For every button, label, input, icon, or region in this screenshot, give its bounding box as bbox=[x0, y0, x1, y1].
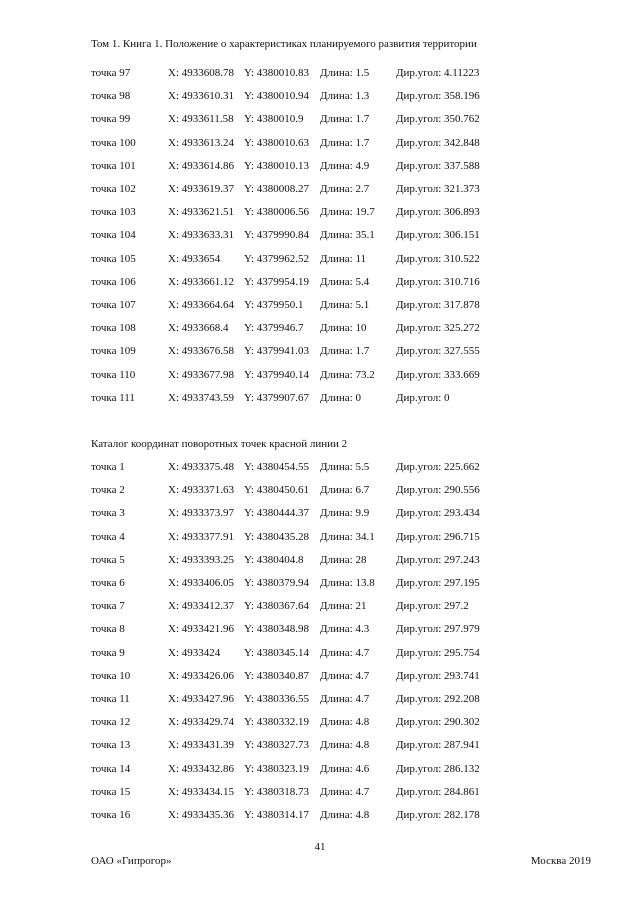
point-name: точка 100 bbox=[91, 136, 136, 149]
coordinate-row bbox=[0, 786, 640, 800]
y-coordinate: Y: 4380010.9 bbox=[244, 113, 304, 126]
segment-length: Длина: 19.7 bbox=[320, 206, 375, 219]
segment-length: Длина: 4.7 bbox=[320, 693, 370, 705]
coordinate-row bbox=[0, 623, 640, 637]
coordinate-row bbox=[0, 647, 640, 661]
x-coordinate: X: 4933431.39 bbox=[168, 739, 234, 752]
direction-angle: Дир.угол: 295.754 bbox=[396, 646, 480, 659]
coordinate-row bbox=[0, 531, 640, 545]
coordinate-row bbox=[0, 670, 640, 684]
segment-length: Длина: 6.7 bbox=[320, 484, 370, 497]
coordinate-row bbox=[0, 600, 640, 614]
x-coordinate: X: 4933668.4 bbox=[168, 322, 229, 335]
direction-angle: Дир.угол: 310.522 bbox=[396, 252, 480, 265]
point-name: точка 98 bbox=[91, 90, 131, 103]
direction-angle: Дир.угол: 290.302 bbox=[396, 716, 480, 729]
direction-angle: Дир.угол: 337.588 bbox=[396, 159, 480, 172]
segment-length: Длина: 4.6 bbox=[320, 762, 370, 775]
coordinate-row bbox=[0, 299, 640, 313]
x-coordinate: X: 4933654 bbox=[168, 252, 221, 265]
segment-length: Длина: 28 bbox=[320, 553, 367, 566]
x-coordinate: X: 4933427.96 bbox=[168, 693, 234, 705]
direction-angle: Дир.угол: 342.848 bbox=[396, 136, 480, 149]
coordinate-row bbox=[0, 276, 640, 290]
point-name: точка 99 bbox=[91, 113, 131, 126]
direction-angle: Дир.угол: 327.555 bbox=[396, 345, 480, 358]
x-coordinate: X: 4933435.36 bbox=[168, 809, 234, 821]
y-coordinate: Y: 4380010.13 bbox=[244, 159, 309, 172]
coordinate-row bbox=[0, 507, 640, 521]
coordinate-row bbox=[0, 345, 640, 359]
y-coordinate: Y: 4380435.28 bbox=[244, 530, 309, 543]
coordinate-row bbox=[0, 484, 640, 498]
x-coordinate: X: 4933677.98 bbox=[168, 368, 234, 381]
x-coordinate: X: 4933619.37 bbox=[168, 183, 234, 195]
y-coordinate: Y: 4380010.83 bbox=[244, 67, 309, 79]
x-coordinate: X: 4933661.12 bbox=[168, 275, 234, 288]
point-name: точка 106 bbox=[91, 275, 136, 288]
point-name: точка 11 bbox=[91, 693, 130, 705]
segment-length: Длина: 4.3 bbox=[320, 623, 370, 636]
direction-angle: Дир.угол: 297.243 bbox=[396, 553, 480, 566]
coordinate-row bbox=[0, 554, 640, 568]
footer-organization: ОАО «Гипрогор» bbox=[91, 855, 172, 867]
segment-length: Длина: 5.5 bbox=[320, 461, 370, 473]
point-name: точка 104 bbox=[91, 229, 136, 242]
x-coordinate: X: 4933743.59 bbox=[168, 391, 234, 404]
y-coordinate: Y: 4379954.19 bbox=[244, 275, 309, 288]
segment-length: Длина: 4.7 bbox=[320, 669, 370, 682]
direction-angle: Дир.угол: 296.715 bbox=[396, 530, 480, 543]
y-coordinate: Y: 4380340.87 bbox=[244, 669, 309, 682]
segment-length: Длина: 21 bbox=[320, 600, 367, 613]
direction-angle: Дир.угол: 282.178 bbox=[396, 809, 480, 821]
segment-length: Длина: 4.8 bbox=[320, 716, 370, 729]
point-name: точка 10 bbox=[91, 669, 131, 682]
segment-length: Длина: 34.1 bbox=[320, 530, 375, 543]
x-coordinate: X: 4933664.64 bbox=[168, 299, 234, 311]
y-coordinate: Y: 4380454.55 bbox=[244, 461, 309, 473]
point-name: точка 6 bbox=[91, 577, 125, 589]
segment-length: Длина: 9.9 bbox=[320, 507, 370, 520]
coordinate-row bbox=[0, 577, 640, 591]
direction-angle: Дир.угол: 306.151 bbox=[396, 229, 480, 242]
segment-length: Длина: 73.2 bbox=[320, 368, 375, 381]
direction-angle: Дир.угол: 297.195 bbox=[396, 577, 480, 589]
direction-angle: Дир.угол: 290.556 bbox=[396, 484, 480, 497]
y-coordinate: Y: 4380323.19 bbox=[244, 762, 309, 775]
y-coordinate: Y: 4379990.84 bbox=[244, 229, 309, 242]
direction-angle: Дир.угол: 321.373 bbox=[396, 183, 480, 195]
y-coordinate: Y: 4380008.27 bbox=[244, 183, 309, 195]
coordinate-row bbox=[0, 392, 640, 406]
direction-angle: Дир.угол: 358.196 bbox=[396, 90, 480, 103]
segment-length: Длина: 1.7 bbox=[320, 345, 370, 358]
x-coordinate: X: 4933611.58 bbox=[168, 113, 234, 126]
x-coordinate: X: 4933371.63 bbox=[168, 484, 234, 497]
x-coordinate: X: 4933406.05 bbox=[168, 577, 234, 589]
direction-angle: Дир.угол: 284.861 bbox=[396, 785, 480, 798]
y-coordinate: Y: 4380444.37 bbox=[244, 507, 309, 520]
x-coordinate: X: 4933375.48 bbox=[168, 461, 234, 473]
x-coordinate: X: 4933424 bbox=[168, 646, 221, 659]
direction-angle: Дир.угол: 0 bbox=[396, 391, 450, 404]
coordinate-row bbox=[0, 322, 640, 336]
segment-length: Длина: 5.1 bbox=[320, 299, 370, 311]
point-name: точка 105 bbox=[91, 252, 136, 265]
point-name: точка 13 bbox=[91, 739, 131, 752]
coordinate-row bbox=[0, 113, 640, 127]
y-coordinate: Y: 4379946.7 bbox=[244, 322, 304, 335]
y-coordinate: Y: 4380345.14 bbox=[244, 646, 309, 659]
y-coordinate: Y: 4379950.1 bbox=[244, 299, 304, 311]
y-coordinate: Y: 4379941.03 bbox=[244, 345, 309, 358]
y-coordinate: Y: 4380450.61 bbox=[244, 484, 309, 497]
direction-angle: Дир.угол: 293.434 bbox=[396, 507, 480, 520]
coordinate-row bbox=[0, 160, 640, 174]
coordinate-row bbox=[0, 67, 640, 81]
point-name: точка 3 bbox=[91, 507, 125, 520]
coordinate-row bbox=[0, 229, 640, 243]
segment-length: Длина: 0 bbox=[320, 391, 361, 404]
y-coordinate: Y: 4380332.19 bbox=[244, 716, 309, 729]
point-name: точка 110 bbox=[91, 368, 136, 381]
x-coordinate: X: 4933393.25 bbox=[168, 553, 234, 566]
point-name: точка 5 bbox=[91, 553, 125, 566]
segment-length: Длина: 13.8 bbox=[320, 577, 375, 589]
direction-angle: Дир.угол: 333.669 bbox=[396, 368, 480, 381]
direction-angle: Дир.угол: 287.941 bbox=[396, 739, 480, 752]
section-title-red-line-2: Каталог координат поворотных точек красной линии 2 bbox=[91, 438, 348, 450]
x-coordinate: X: 4933377.91 bbox=[168, 530, 234, 543]
x-coordinate: X: 4933421.96 bbox=[168, 623, 234, 636]
segment-length: Длина: 5.4 bbox=[320, 275, 370, 288]
point-name: точка 97 bbox=[91, 67, 131, 79]
direction-angle: Дир.угол: 325.272 bbox=[396, 322, 480, 335]
point-name: точка 15 bbox=[91, 785, 131, 798]
point-name: точка 7 bbox=[91, 600, 125, 613]
x-coordinate: X: 4933633.31 bbox=[168, 229, 234, 242]
footer-city-year: Москва 2019 bbox=[530, 855, 591, 867]
y-coordinate: Y: 4380006.56 bbox=[244, 206, 309, 219]
direction-angle: Дир.угол: 297.2 bbox=[396, 600, 469, 613]
point-name: точка 8 bbox=[91, 623, 125, 636]
y-coordinate: Y: 4379907.67 bbox=[244, 391, 309, 404]
coordinate-row bbox=[0, 206, 640, 220]
direction-angle: Дир.угол: 293.741 bbox=[396, 669, 480, 682]
y-coordinate: Y: 4380367.64 bbox=[244, 600, 309, 613]
x-coordinate: X: 4933432.86 bbox=[168, 762, 234, 775]
segment-length: Длина: 4.7 bbox=[320, 646, 370, 659]
coordinate-row bbox=[0, 369, 640, 383]
point-name: точка 16 bbox=[91, 809, 131, 821]
y-coordinate: Y: 4380010.63 bbox=[244, 136, 309, 149]
x-coordinate: X: 4933412.37 bbox=[168, 600, 234, 613]
point-name: точка 9 bbox=[91, 646, 125, 659]
x-coordinate: X: 4933373.97 bbox=[168, 507, 234, 520]
segment-length: Длина: 4.8 bbox=[320, 809, 370, 821]
direction-angle: Дир.угол: 292.208 bbox=[396, 693, 480, 705]
segment-length: Длина: 4.7 bbox=[320, 785, 370, 798]
segment-length: Длина: 35.1 bbox=[320, 229, 375, 242]
direction-angle: Дир.угол: 350.762 bbox=[396, 113, 480, 126]
y-coordinate: Y: 4380336.55 bbox=[244, 693, 309, 705]
direction-angle: Дир.угол: 310.716 bbox=[396, 275, 480, 288]
segment-length: Длина: 2.7 bbox=[320, 183, 370, 195]
point-name: точка 111 bbox=[91, 391, 135, 404]
coordinate-row bbox=[0, 809, 640, 823]
point-name: точка 103 bbox=[91, 206, 136, 219]
coordinate-row bbox=[0, 137, 640, 151]
segment-length: Длина: 1.7 bbox=[320, 113, 370, 126]
y-coordinate: Y: 4379940.14 bbox=[244, 368, 309, 381]
x-coordinate: X: 4933614.86 bbox=[168, 159, 234, 172]
coordinate-row bbox=[0, 716, 640, 730]
y-coordinate: Y: 4380379.94 bbox=[244, 577, 309, 589]
point-name: точка 4 bbox=[91, 530, 125, 543]
segment-length: Длина: 10 bbox=[320, 322, 367, 335]
direction-angle: Дир.угол: 286.132 bbox=[396, 762, 480, 775]
page-number: 41 bbox=[314, 841, 326, 853]
x-coordinate: X: 4933621.51 bbox=[168, 206, 234, 219]
segment-length: Длина: 1.3 bbox=[320, 90, 370, 103]
x-coordinate: X: 4933608.78 bbox=[168, 67, 234, 79]
direction-angle: Дир.угол: 225.662 bbox=[396, 461, 480, 473]
segment-length: Длина: 1.7 bbox=[320, 136, 370, 149]
point-name: точка 101 bbox=[91, 159, 136, 172]
direction-angle: Дир.угол: 306.893 bbox=[396, 206, 480, 219]
point-name: точка 108 bbox=[91, 322, 136, 335]
y-coordinate: Y: 4379962.52 bbox=[244, 252, 309, 265]
coordinate-row bbox=[0, 739, 640, 753]
coordinate-row bbox=[0, 253, 640, 267]
x-coordinate: X: 4933434.15 bbox=[168, 785, 234, 798]
x-coordinate: X: 4933426.06 bbox=[168, 669, 234, 682]
point-name: точка 2 bbox=[91, 484, 125, 497]
coordinate-row bbox=[0, 693, 640, 707]
x-coordinate: X: 4933610.31 bbox=[168, 90, 234, 103]
page-header-title: Том 1. Книга 1. Положение о характеристиках планируемого развития территории bbox=[91, 38, 477, 50]
segment-length: Длина: 4.8 bbox=[320, 739, 370, 752]
x-coordinate: X: 4933613.24 bbox=[168, 136, 234, 149]
segment-length: Длина: 1.5 bbox=[320, 67, 370, 79]
coordinate-row bbox=[0, 461, 640, 475]
y-coordinate: Y: 4380348.98 bbox=[244, 623, 309, 636]
point-name: точка 12 bbox=[91, 716, 131, 729]
direction-angle: Дир.угол: 4.11223 bbox=[396, 67, 480, 79]
coordinate-row bbox=[0, 763, 640, 777]
y-coordinate: Y: 4380314.17 bbox=[244, 809, 309, 821]
point-name: точка 109 bbox=[91, 345, 136, 358]
y-coordinate: Y: 4380318.73 bbox=[244, 785, 309, 798]
coordinate-row bbox=[0, 90, 640, 104]
y-coordinate: Y: 4380404.8 bbox=[244, 553, 304, 566]
x-coordinate: X: 4933429.74 bbox=[168, 716, 234, 729]
y-coordinate: Y: 4380010.94 bbox=[244, 90, 309, 103]
coordinate-row bbox=[0, 183, 640, 197]
point-name: точка 107 bbox=[91, 299, 136, 311]
segment-length: Длина: 11 bbox=[320, 252, 367, 265]
direction-angle: Дир.угол: 297.979 bbox=[396, 623, 480, 636]
point-name: точка 14 bbox=[91, 762, 131, 775]
y-coordinate: Y: 4380327.73 bbox=[244, 739, 309, 752]
direction-angle: Дир.угол: 317.878 bbox=[396, 299, 480, 311]
point-name: точка 1 bbox=[91, 461, 125, 473]
x-coordinate: X: 4933676.58 bbox=[168, 345, 234, 358]
point-name: точка 102 bbox=[91, 183, 136, 195]
segment-length: Длина: 4.9 bbox=[320, 159, 370, 172]
